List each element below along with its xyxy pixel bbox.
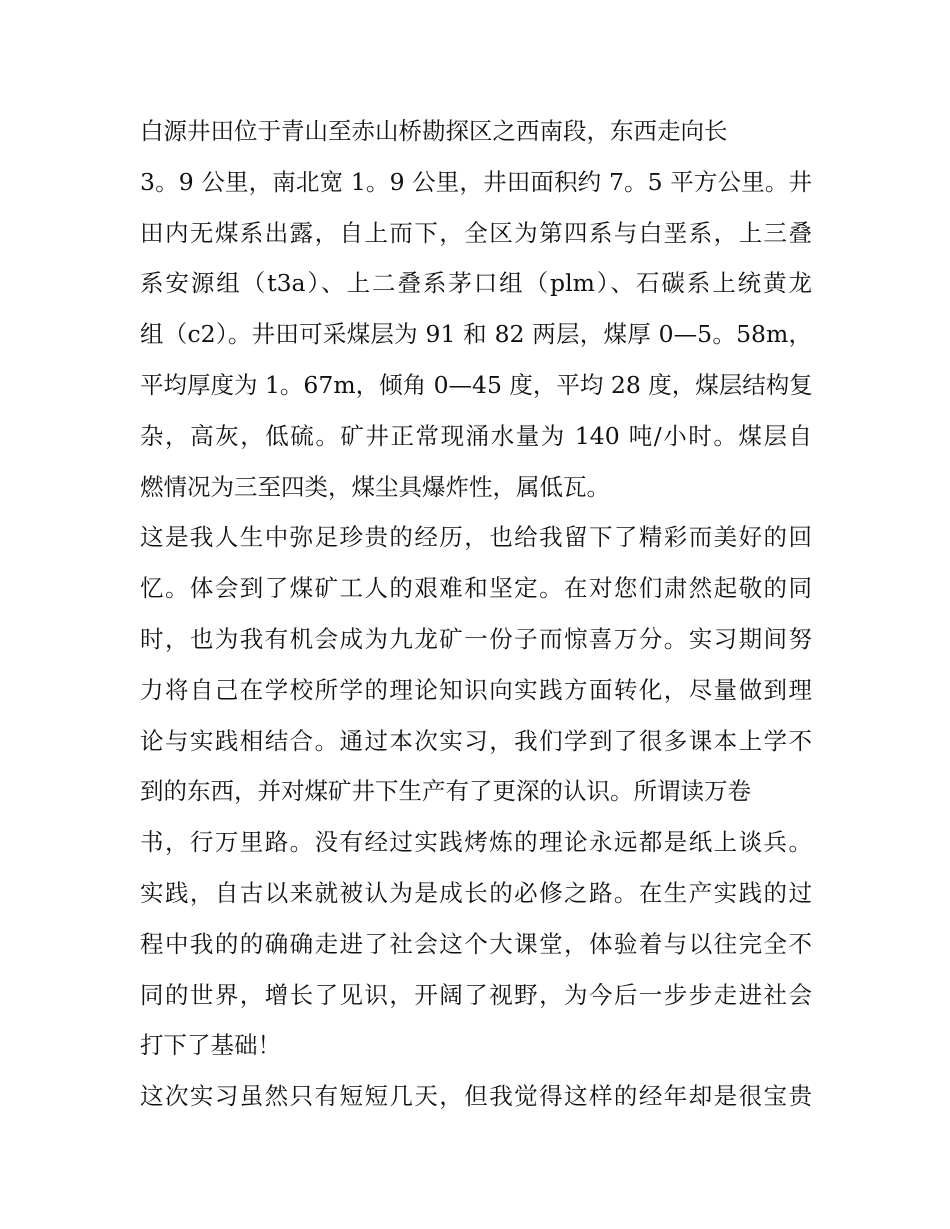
text-line: 杂，高灰，低硫。矿井正常现涌水量为 140 吨/小时。煤层自 <box>140 421 812 450</box>
text-line: 这次实习虽然只有短短几天，但我觉得这样的经年却是很宝贵 <box>140 1082 812 1111</box>
text-line: 时，也为我有机会成为九龙矿一份子而惊喜万分。实习期间努 <box>140 624 812 653</box>
text-line: 田内无煤系出露，自上而下，全区为第四系与白垩系，上三叠 <box>140 218 812 247</box>
text-line: 白源井田位于青山至赤山桥勘探区之西南段，东西走向长 <box>140 117 728 145</box>
text-line: 平均厚度为 1。67m，倾角 0—45 度，平均 28 度，煤层结构复 <box>140 370 813 399</box>
text-line: 3。9 公里，南北宽 1。9 公里，井田面积约 7。5 平方公里。井 <box>140 167 812 196</box>
text-line: 忆。体会到了煤矿工人的艰难和坚定。在对您们肃然起敬的同 <box>140 574 812 603</box>
text-line: 程中我的的确确走进了社会这个大课堂，体验着与以往完全不 <box>140 929 812 958</box>
text-line: 书，行万里路。没有经过实践烤炼的理论永远都是纸上谈兵。 <box>140 828 812 857</box>
text-line: 打下了基础！ <box>140 1031 281 1060</box>
body-text <box>140 106 812 1122</box>
text-line: 到的东西，并对煤矿井下生产有了更深的认识。所谓读万卷 <box>140 777 751 806</box>
text-line: 力将自己在学校所学的理论知识向实践方面转化，尽量做到理 <box>140 675 812 704</box>
text-line: 组（c2）。井田可采煤层为 91 和 82 两层，煤厚 0—5。58m， <box>140 320 812 349</box>
text-line: 这是我人生中弥足珍贵的经历，也给我留下了精彩而美好的回 <box>140 523 812 552</box>
text-line: 燃情况为三至四类，煤尘具爆炸性，属低瓦。 <box>140 472 610 501</box>
text-line: 实践，自古以来就被认为是成长的必修之路。在生产实践的过 <box>140 878 812 907</box>
text-line: 论与实践相结合。通过本次实习，我们学到了很多课本上学不 <box>140 726 812 755</box>
text-line: 系安源组（t3a）、上二叠系茅口组（plm）、石碳系上统黄龙 <box>140 269 812 298</box>
text-line: 同的世界，增长了见识，开阔了视野，为今后一步步走进社会 <box>140 980 812 1009</box>
